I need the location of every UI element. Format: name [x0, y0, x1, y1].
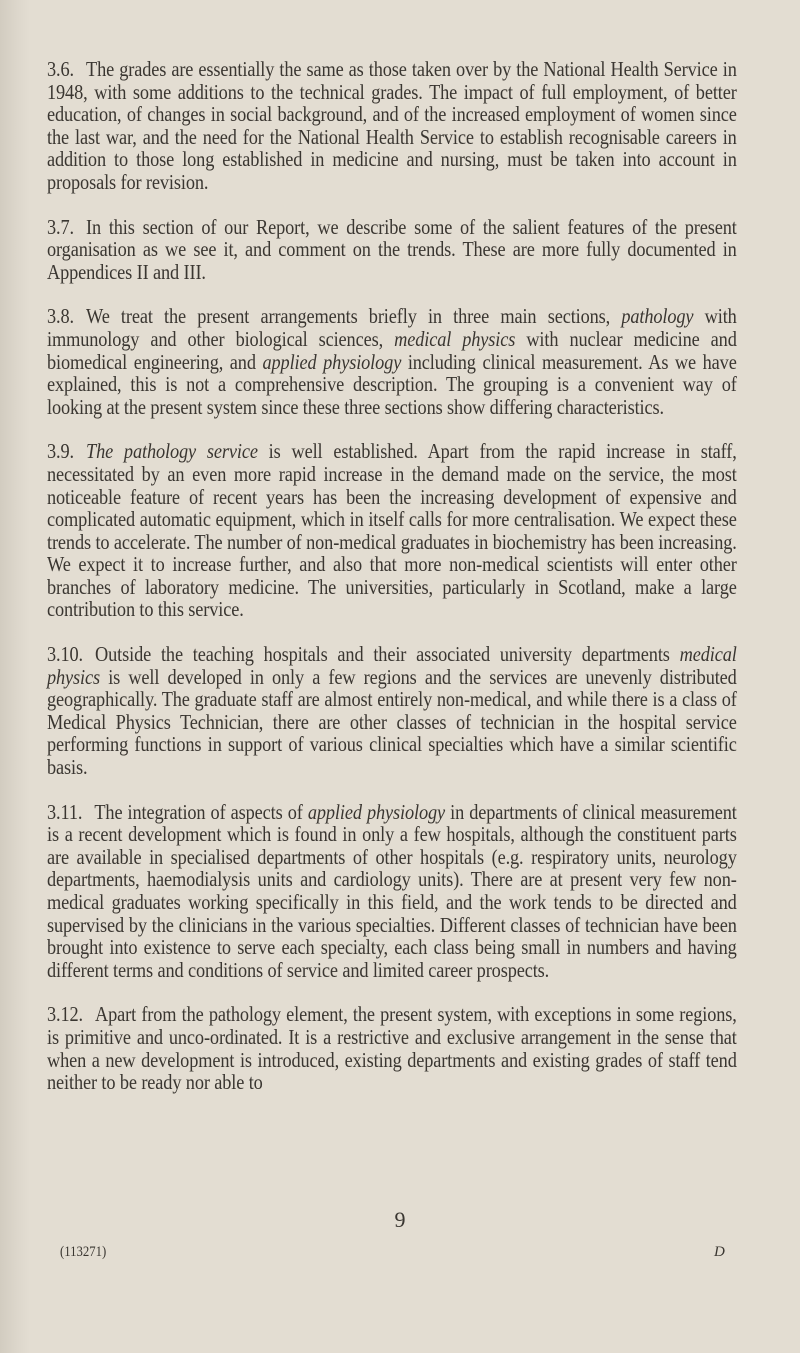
footer-signature-mark: D — [714, 1244, 725, 1260]
paragraph-3-11 — [47, 801, 737, 982]
document-body — [47, 58, 737, 1116]
paragraph-number: 3.6. — [47, 57, 74, 81]
paragraph-text: in departments of clinical measurement is a recent development which is found in only a few hospitals, although the constituent parts are available in specialised departments of other hospitals (e.g. respiratory units, neurology departments, haemodialysis units and cardiology units). There are at present very few non-medical graduates working specifically in this field, and the work tends to be directed and supervised by the clinicians in the various specialties. Different classes of technician have been brought into existence to serve each specialty, each class being small in numbers and having different terms and conditions of service and limited career prospects. — [47, 799, 737, 982]
page-binding-shadow — [0, 0, 30, 1353]
paragraph-text: In this section of our Report, we describe some of the salient features of the present organisation as we see it, and comment on the trends. These are more fully documented in Appendices II and III. — [47, 214, 737, 284]
emphasis-applied-physiology: applied physiology — [307, 799, 446, 824]
paragraph-3-7 — [47, 216, 737, 284]
paragraph-number: 3.8. — [47, 304, 74, 329]
paragraph-text: is well established. Apart from the rapid increase in staff, necessitated by an even more rapid increase in the demand made on the service, the most noticeable feature of recent years has been the increasing development of expensive and complicated automatic equipment, which in itself calls for more centralisation. We expect these trends to accelerate. The number of non-medical graduates in biochemistry has been increasing. We expect it to increase further, and also that more non-medical scientists will enter other branches of laboratory medicine. The universities, particularly in Scotland, make a large contribution to this service. — [47, 439, 737, 622]
paragraph-number: 3.11. — [47, 799, 83, 824]
paragraph-text: Apart from the pathology element, the present system, with exceptions in some regions, is primitive and unco-ordinated. It is a restrictive and exclusive arrangement in the sense that when a new development is introduced, existing departments and existing grades of staff tend neither to be ready nor able to — [47, 1002, 737, 1095]
paragraph-text: We treat the present arrangements briefly in three main sections, — [86, 304, 622, 329]
paragraph-number: 3.12. — [47, 1002, 83, 1027]
paragraph-3-6 — [47, 58, 737, 194]
paragraph-text: with immunology and other biological sciences, — [47, 304, 737, 351]
paragraph-3-10 — [47, 643, 737, 779]
paragraph-3-9 — [47, 440, 737, 621]
footer-print-code: (113271) — [60, 1244, 107, 1260]
page-number: 9 — [394, 1207, 406, 1232]
paragraph-text: is well developed in only a few regions and the services are unevenly distributed geographically. The graduate staff are almost entirely non-medical, and while there is a class of Medical Physics Technician, there are other classes of technician in the hospital service performing functions in support of various clinical specialties which have a similar scientific basis. — [47, 664, 737, 780]
paragraph-3-12 — [47, 1003, 737, 1093]
emphasis-medical-physics: medical physics — [47, 642, 737, 689]
paragraph-text: The integration of aspects of — [94, 799, 308, 824]
emphasis-medical-physics: medical physics — [394, 326, 516, 351]
paragraph-text: including clinical measurement. As we have explained, this is not a comprehensive description. The grouping is a convenient way of looking at the present system since these three sections show differing characteristics. — [47, 349, 737, 419]
paragraph-number: 3.7. — [47, 214, 74, 239]
paragraph-text: Outside the teaching hospitals and their associated university departments — [95, 642, 680, 667]
emphasis-pathology-service: The pathology service — [86, 439, 258, 464]
paragraph-text: The grades are essentially the same as those taken over by the National Health Service in 1948, with some additions to the technical grades. The impact of full employment, of better education, of changes in social background, and of the increased employment of women since the last war, and the need for the National Health Service to establish recognisable careers in addition to those long established in medicine and nursing, must be taken into account in proposals for revision. — [47, 57, 737, 194]
paragraph-text: with nuclear medicine and biomedical engineering, and — [47, 326, 737, 374]
paragraph-number: 3.10. — [47, 642, 83, 667]
emphasis-pathology: pathology — [621, 304, 694, 329]
emphasis-applied-physiology: applied physiology — [262, 349, 402, 374]
paragraph-3-8 — [47, 305, 737, 418]
paragraph-number: 3.9. — [47, 439, 74, 464]
